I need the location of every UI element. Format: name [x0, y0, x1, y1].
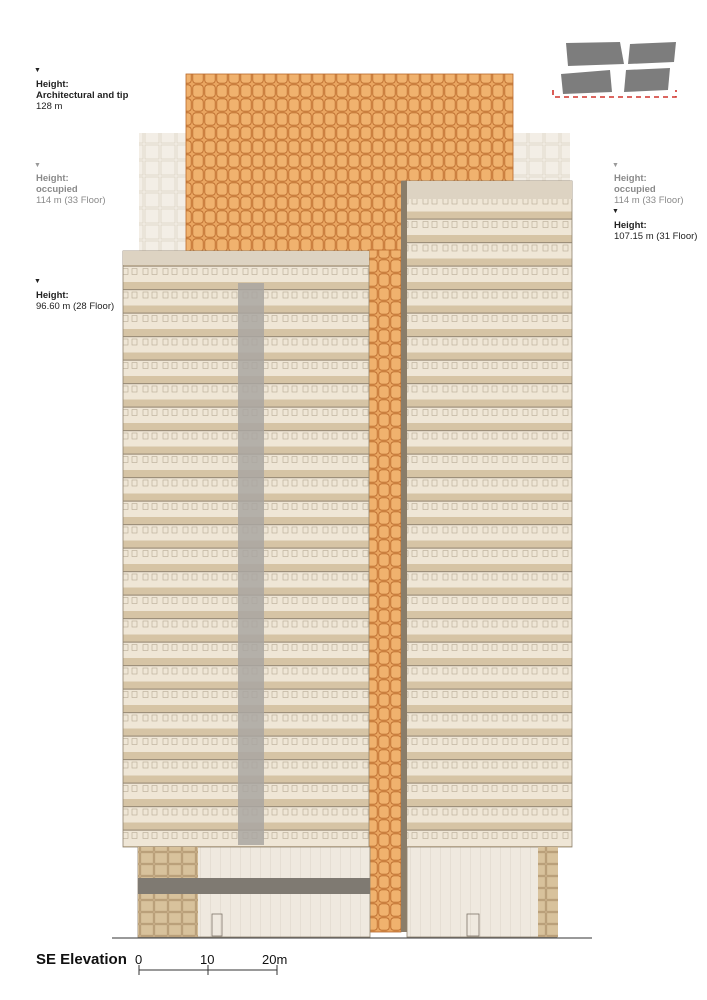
dark-joint [401, 181, 407, 932]
annotation-tip-height [36, 79, 128, 112]
marker-triangle-icon: ▼ [34, 67, 41, 74]
podium-right [407, 847, 557, 937]
key-plan [553, 42, 676, 97]
annotation-sub: Architectural and tip [36, 90, 129, 101]
annotation-sub: occupied [614, 184, 656, 195]
annotation-value: 114 m (33 Floor) [36, 195, 106, 206]
annotation-value: 107.15 m (31 Floor) [614, 231, 698, 242]
annotation-occupied-left [36, 173, 106, 206]
scale-label-0: 0 [135, 952, 143, 967]
annotation-label: Height: [36, 79, 69, 90]
annotation-label: Height: [36, 290, 69, 301]
drawing-title: SE Elevation [36, 951, 127, 968]
right-tower-block [402, 181, 572, 847]
annotation-value: 128 m [36, 101, 63, 112]
annotation-label: Height: [614, 220, 647, 231]
right-tower-roof [402, 181, 572, 199]
annotation-label: Height: [36, 173, 69, 184]
annotation-occupied-right [614, 173, 684, 206]
scale-label-10: 10 [200, 952, 215, 967]
annotation-value: 96.60 m (28 Floor) [36, 301, 115, 312]
podium-canopy [138, 878, 370, 894]
marker-triangle-icon: ▼ [34, 278, 41, 285]
annotation-value: 114 m (33 Floor) [614, 195, 684, 206]
annotation-31-floor [614, 220, 697, 242]
grey-core-strip [238, 283, 264, 845]
scale-label-20m: 20m [262, 952, 288, 967]
annotation-28-floor [36, 290, 114, 312]
pale-tower-left [139, 133, 187, 253]
left-tower-roof [123, 251, 369, 265]
annotation-sub: occupied [36, 184, 78, 195]
marker-triangle-icon: ▼ [34, 162, 41, 169]
marker-triangle-icon: ▼ [612, 162, 619, 169]
marker-triangle-icon: ▼ [612, 208, 619, 215]
pale-tower-right [512, 133, 570, 183]
stone-right [538, 847, 558, 937]
annotation-label: Height: [614, 173, 647, 184]
orange-spine [368, 250, 401, 932]
